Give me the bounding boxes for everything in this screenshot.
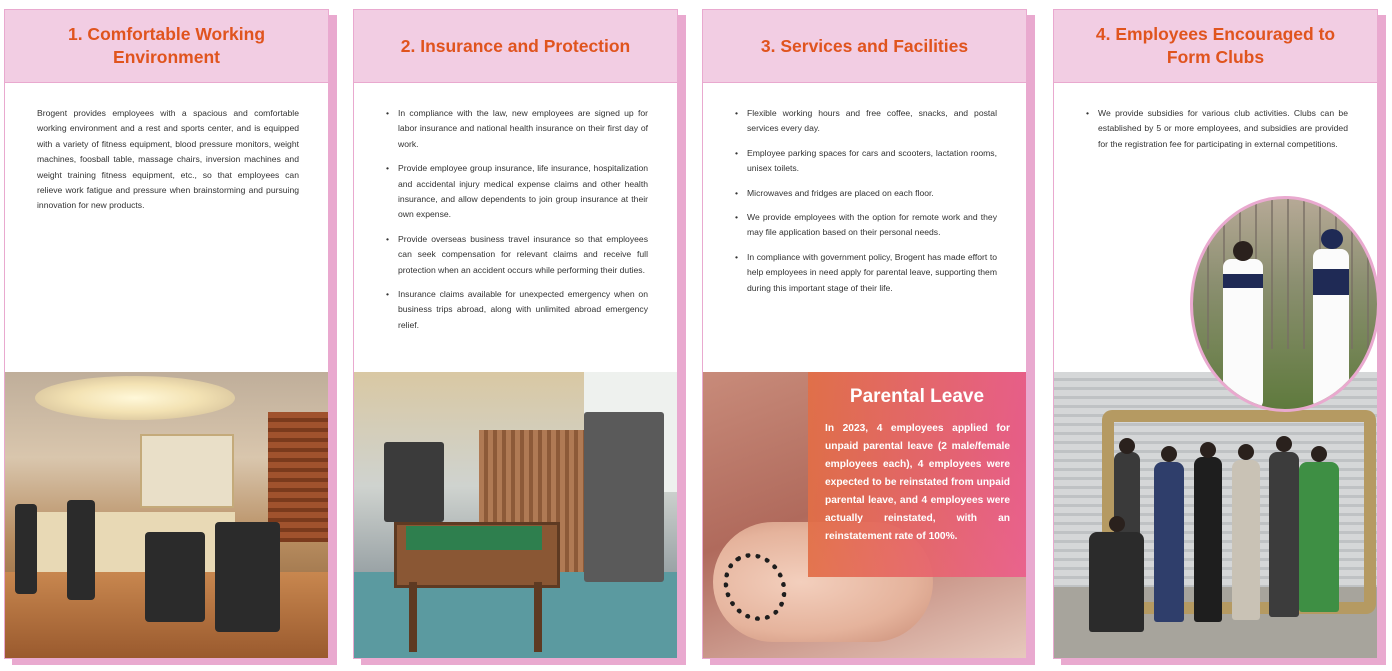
parental-leave-photo	[703, 372, 1026, 658]
panel-card	[702, 9, 1027, 659]
panel-title: 1. Comfortable Working Environment	[67, 24, 266, 67]
panel-employee-clubs	[1053, 9, 1378, 659]
person-image	[1089, 532, 1144, 632]
panel-header	[354, 10, 677, 83]
baseball-club-photo	[1190, 196, 1378, 412]
head-image	[1233, 241, 1253, 261]
panel-header	[1054, 10, 1377, 83]
head-image	[1109, 516, 1125, 532]
panel-card	[4, 9, 329, 659]
ceiling-light-image	[35, 376, 235, 420]
stool-image	[15, 504, 37, 594]
panel-insurance-protection	[353, 9, 678, 659]
list-item: • Provide employee group insurance, life insurance, hospitalization and accidental injury medical expense claims and other health insurance, and allow dependents to join group insurance at their own expense.	[386, 161, 648, 223]
list-item: • Insurance claims available for unexpected emergency when on business trips abroad, along with unlimited abroad emergency relief.	[386, 287, 648, 333]
list-item: • We provide employees with the option for remote work and they may file application based on their personal needs.	[735, 210, 997, 241]
foosball-field-image	[406, 526, 542, 550]
table-leg-image	[409, 582, 417, 652]
panel-card	[353, 9, 678, 659]
chair-image	[215, 522, 280, 632]
panel-card	[1053, 9, 1378, 659]
person-image	[1299, 462, 1339, 612]
shelf-image	[140, 434, 234, 508]
stool-image	[67, 500, 95, 600]
head-image	[1161, 446, 1177, 462]
list-item: • Employee parking spaces for cars and scooters, lactation rooms, unisex toilets.	[735, 146, 997, 177]
person-image	[1269, 452, 1299, 617]
list-item: • In compliance with government policy, Brogent has made effort to help employees in need apply for parental leave, supporting them during this important stage of their life.	[735, 250, 997, 296]
list-item: • In compliance with the law, new employees are signed up for labor insurance and national health insurance on their first day of work.	[386, 106, 648, 152]
gym-photo	[354, 372, 677, 658]
list-item: • We provide subsidies for various club activities. Clubs can be established by 5 or more employees, and subsidies are provided for the registration fee for participating in external competitions.	[1086, 106, 1348, 152]
overlay-text: In 2023, 4 employees applied for unpaid parental leave (2 male/female employees each), 4 employees were expected to be reinstated from unpaid parental leave, and 4 employees were actually reinstated, with an reinstatement rate of 100%.	[825, 423, 1010, 542]
panel-body-text	[735, 106, 997, 305]
parental-leave-overlay	[808, 372, 1026, 577]
panel-header	[703, 10, 1026, 83]
jersey-stripe-image	[1313, 269, 1349, 295]
club-group-photo	[1054, 372, 1377, 658]
panel-header	[5, 10, 328, 83]
head-image	[1238, 444, 1254, 460]
head-image	[1119, 438, 1135, 454]
person-image	[1154, 462, 1184, 622]
cap-image	[1321, 229, 1343, 249]
chair-image	[145, 532, 205, 622]
person-image	[1194, 457, 1222, 622]
head-image	[1311, 446, 1327, 462]
panel-services-facilities	[702, 9, 1027, 659]
exercise-machine-image	[584, 412, 664, 582]
panel-title: 3. Services and Facilities	[760, 35, 969, 56]
list-item: • Flexible working hours and free coffee, snacks, and postal services every day.	[735, 106, 997, 137]
list-item: • Provide overseas business travel insurance so that employees can seek compensation for relevant claims and receive full protection when an accident occurs while performing their duties.	[386, 232, 648, 278]
head-image	[1276, 436, 1292, 452]
panel-comfortable-environment	[4, 9, 329, 659]
list-item: • Microwaves and fridges are placed on each floor.	[735, 186, 997, 201]
jersey-stripe-image	[1223, 274, 1263, 288]
exercise-machine-image	[384, 442, 444, 522]
fence-image	[1193, 199, 1377, 349]
bullet-list	[1086, 106, 1348, 152]
panel-body-text: Brogent provides employees with a spacious and comfortable working environment and a rest and sports center, and is equipped with a variety of fitness equipment, blood pressure monitors, weight machines, foosball table, massage chairs, inversion machines and weight training fitness equipment, etc., so that employees can relieve work fatigue and pressure when brainstorming and pursuing innovation for new products.	[37, 108, 299, 211]
table-leg-image	[534, 582, 542, 652]
panel-title: 2. Insurance and Protection	[400, 35, 631, 56]
panel-body-text	[386, 106, 648, 342]
overlay-title: Parental Leave	[849, 386, 985, 407]
bullet-list	[386, 106, 648, 333]
head-image	[1200, 442, 1216, 458]
panel-body-text	[1086, 106, 1348, 161]
bullet-list	[735, 106, 997, 296]
panel-title: 4. Employees Encouraged to Form Clubs	[1095, 24, 1336, 67]
person-image	[1232, 460, 1260, 620]
office-lounge-photo	[5, 372, 328, 658]
